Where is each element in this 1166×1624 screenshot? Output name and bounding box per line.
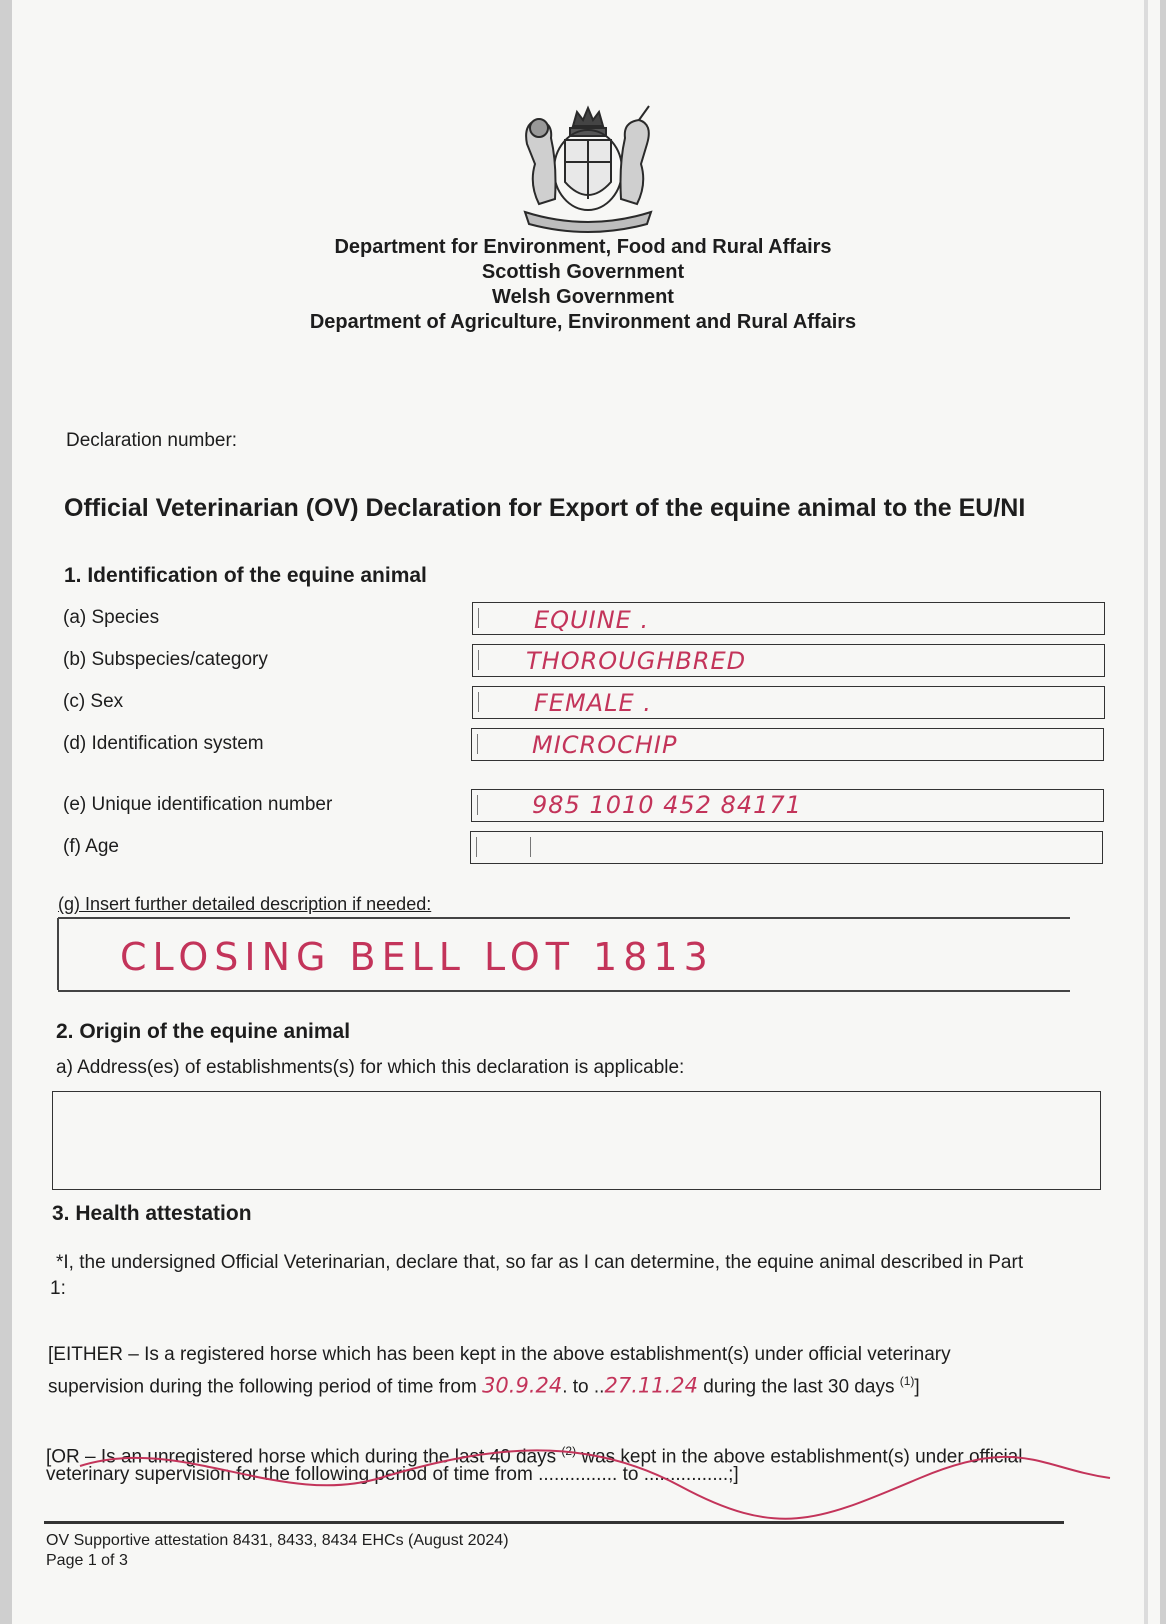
or-line1-end: was kept in the above establishment(s) under official <box>581 1446 1023 1468</box>
description-left-rule <box>57 918 59 990</box>
footer-page-number: Page 1 of 3 <box>46 1552 128 1569</box>
age-label: (f) Age <box>63 836 119 857</box>
department-welsh-government: Welsh Government <box>492 286 674 308</box>
either-suffix: during the last 30 days <box>703 1376 895 1398</box>
field-marker <box>478 650 479 670</box>
identification-system-label: (d) Identification system <box>63 733 264 754</box>
or-footnote-ref: (2) <box>561 1444 577 1458</box>
or-option-strikethrough <box>60 1438 1120 1528</box>
department-defra: Department for Environment, Food and Rural Affairs <box>334 236 832 258</box>
either-from-date: 30.9.24 <box>482 1373 563 1398</box>
identification-system-value: MICROCHIP <box>532 731 678 759</box>
attestation-intro-cont: 1: <box>50 1278 66 1299</box>
footer-attestation-ref: OV Supportive attestation 8431, 8433, 8434 EHCs (August 2024) <box>46 1532 509 1549</box>
field-marker <box>477 795 478 815</box>
species-label: (a) Species <box>63 607 160 628</box>
section2-heading: 2. Origin of the equine animal <box>56 1020 351 1043</box>
either-line2 <box>48 1368 920 1400</box>
or-line1-start: [OR – Is an unregistered horse which during the last 40 days <box>46 1446 557 1468</box>
either-prefix: supervision during the following period of time from <box>48 1376 477 1398</box>
department-scottish-government: Scottish Government <box>481 261 685 283</box>
description-label: (g) Insert further detailed description if needed: <box>58 894 432 914</box>
field-marker <box>477 734 478 754</box>
either-to-date: 27.11.24 <box>604 1373 698 1398</box>
address-value <box>53 1092 1100 1108</box>
unique-id-label: (e) Unique identification number <box>63 794 333 815</box>
age-field[interactable] <box>470 831 1103 864</box>
species-value: EQUINE . <box>534 606 650 634</box>
address-label: a) Address(es) of establishments(s) for which this declaration is applicable: <box>56 1057 685 1078</box>
field-marker <box>530 837 531 857</box>
address-field[interactable] <box>52 1091 1101 1190</box>
field-marker <box>478 608 479 628</box>
attestation-intro <box>56 1250 1023 1276</box>
footer-rule <box>44 1521 1064 1524</box>
description-value: CLOSING BELL LOT 1813 <box>120 935 714 979</box>
document-title: Official Veterinarian (OV) Declaration for Export of the equine animal to the EU/NI <box>64 494 1026 522</box>
either-mid: . to .. <box>562 1376 605 1398</box>
field-marker <box>478 692 479 712</box>
royal-coat-of-arms-logo <box>515 104 660 234</box>
subspecies-label: (b) Subspecies/category <box>63 649 268 670</box>
field-marker <box>476 837 477 857</box>
unique-id-value: 985 1010 452 84171 <box>532 791 802 819</box>
description-top-rule <box>58 917 1070 919</box>
or-line2: veterinary supervision for the following period of time from ............... to ................;] <box>46 1464 739 1485</box>
either-end: ] <box>914 1376 920 1398</box>
attestation-intro-line1: *I, the undersigned Official Veterinarian, declare that, so far as I can determine, the equine animal described in Part <box>56 1252 1024 1273</box>
declaration-number-label: Declaration number: <box>66 430 238 451</box>
description-bottom-rule <box>58 990 1070 992</box>
either-line1: [EITHER – Is a registered horse which has been kept in the above establishment(s) under official veterinary <box>48 1344 951 1365</box>
sex-label: (c) Sex <box>63 691 124 712</box>
sex-value: FEMALE . <box>534 689 652 717</box>
section1-heading: 1. Identification of the equine animal <box>64 564 427 587</box>
department-daera: Department of Agriculture, Environment and Rural Affairs <box>309 311 857 333</box>
either-footnote-ref: (1) <box>899 1374 915 1388</box>
subspecies-value: THOROUGHBRED <box>526 647 747 675</box>
section3-heading: 3. Health attestation <box>52 1202 252 1225</box>
